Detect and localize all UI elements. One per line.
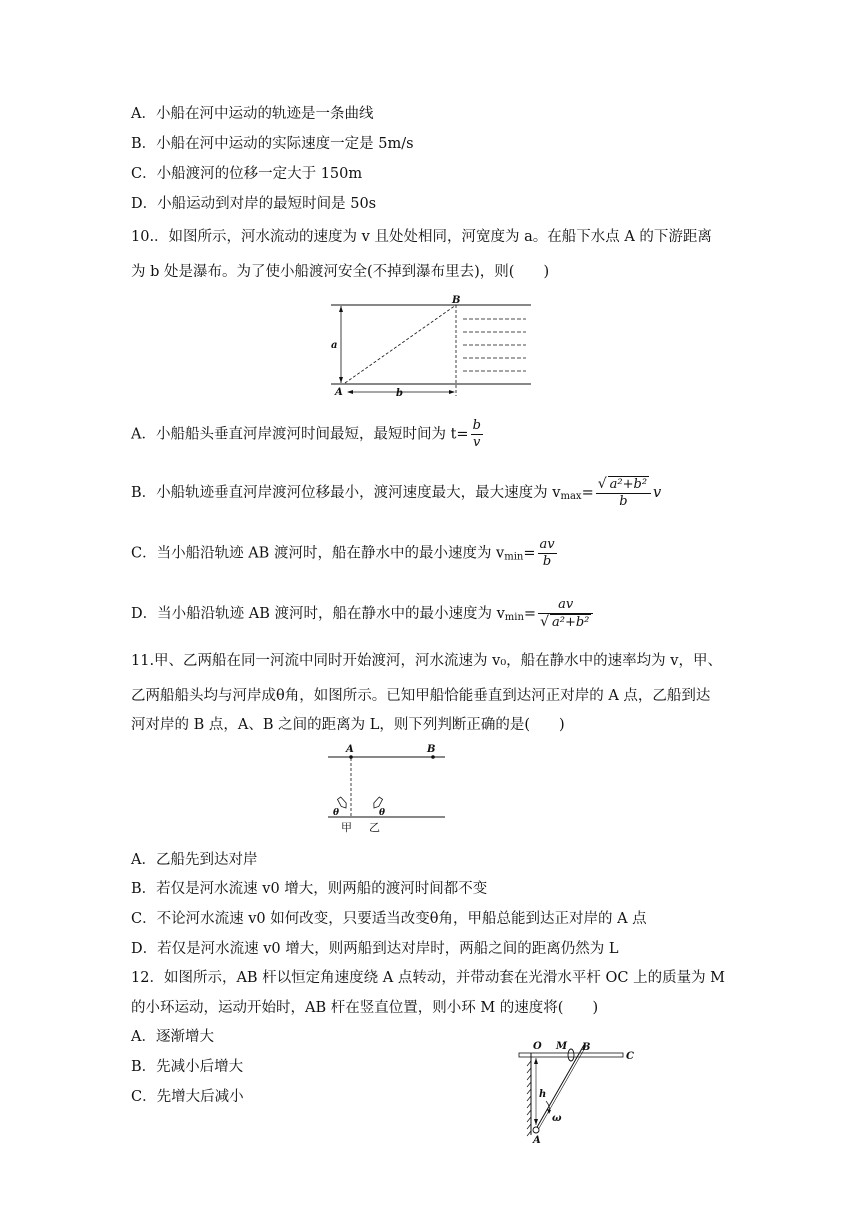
q10-option-d-fraction [538, 597, 593, 631]
q11-stem-line2: 乙两船船头均与河岸成θ角，如图所示。已知甲船恰能垂直到达河正对岸的 A 点，乙船到达 [131, 688, 711, 704]
q12-rod-figure [515, 1035, 640, 1147]
q10-option-b-equals: = [581, 485, 594, 501]
q9-option-b: B．小船在河中运动的实际速度一定是 5m/s [131, 136, 414, 152]
q10-option-a-denominator: v [473, 435, 481, 450]
sqrt-icon: √ [597, 476, 607, 492]
q11-river-figure [325, 742, 450, 834]
q10-option-d-radicand: a²+b² [551, 615, 590, 630]
q11-option-d: D．若仅是河水流速 v0 增大，则两船到达对岸时，两船之间的距离仍然为 L [131, 941, 619, 957]
q11-option-c: C．不论河水流速 v0 如何改变，只要适当改变θ角，甲船总能到达正对岸的 A 点 [131, 911, 647, 927]
q10-option-a-numerator: b [472, 418, 481, 433]
q11-fig-label-b: B [427, 744, 436, 755]
q10-fig-label-distance: b [396, 388, 403, 396]
q12-fig-label-a: A [533, 1135, 541, 1146]
q10-option-d-numerator: av [538, 597, 593, 614]
q10-option-a [131, 418, 485, 451]
q11-stem-line1: 11.甲、乙两船在同一河流中同时开始渡河，河水流速为 v₀，船在静水中的速率均为 v，甲、 [131, 653, 722, 669]
q11-option-a: A．乙船先到达对岸 [131, 852, 258, 868]
q11-fig-label-theta-2: θ [379, 808, 386, 818]
q10-option-c [131, 537, 559, 570]
q10-option-c-fraction [538, 537, 557, 570]
q10-option-d [131, 597, 595, 631]
q12-fig-label-o: O [533, 1041, 542, 1052]
q10-option-d-subscript: min [504, 612, 524, 623]
q10-option-d-equals: = [523, 606, 537, 622]
q10-stem-line2: 为 b 处是瀑布。为了使小船渡河安全(不掉到瀑布里去)，则( ) [131, 264, 550, 280]
q12-stem-line2: 的小环运动，运动开始时，AB 杆在竖直位置，则小环 M 的速度将( ) [131, 1000, 599, 1016]
q10-stem-line1: 10.．如图所示，河水流动的速度为 v 且处处相同，河宽度为 a。在船下水点 A 的下游距离 [131, 229, 712, 245]
q9-option-a: A．小船在河中运动的轨迹是一条曲线 [131, 106, 374, 122]
q12-option-a: A．逐渐增大 [131, 1029, 214, 1045]
q10-option-b-fraction [596, 476, 651, 510]
q10-option-c-text: C．当小船沿轨迹 AB 渡河时，船在静水中的最小速度为 v [131, 545, 505, 562]
sqrt-icon: √ [540, 614, 549, 630]
q10-option-d-denominator [538, 614, 593, 631]
q12-fig-label-h: h [539, 1089, 547, 1100]
q11-fig-label-a: A [346, 744, 354, 755]
q9-option-c: C．小船渡河的位移一定大于 150m [131, 166, 363, 182]
q11-stem-line3: 河对岸的 B 点，A、B 之间的距离为 L，则下列判断正确的是( ) [131, 717, 565, 733]
q11-option-b: B．若仅是河水流速 v0 增大，则两船的渡河时间都不变 [131, 881, 488, 897]
q10-option-b-text: B．小船轨迹垂直河岸渡河位移最小，渡河速度最大，最大速度为 v [131, 485, 561, 501]
q11-fig-label-yi: 乙 [369, 821, 380, 834]
q10-river-figure [326, 292, 536, 396]
q10-option-c-subscript: min [504, 551, 524, 563]
q10-option-b-numerator [596, 476, 651, 494]
q11-fig-label-theta-1: θ [333, 808, 340, 818]
q10-fig-label-width: a [331, 340, 338, 351]
q10-option-b [131, 476, 661, 510]
q9-option-d: D．小船运动到对岸的最短时间是 50s [131, 196, 377, 212]
q10-option-c-numerator: av [539, 537, 555, 552]
q12-fig-label-b: B [582, 1042, 591, 1053]
q10-option-a-text: A．小船船头垂直河岸渡河时间最短，最短时间为 t= [131, 426, 469, 443]
q12-option-b: B．先减小后增大 [131, 1059, 244, 1075]
q12-stem-line1: 12．如图所示，AB 杆以恒定角速度绕 A 点转动，并带动套在光滑水平杆 OC 上的质量为 M [131, 970, 726, 986]
q10-option-a-fraction [471, 418, 483, 451]
q10-option-b-denominator: b [619, 494, 628, 509]
q10-option-b-subscript: max [560, 491, 582, 502]
q10-option-b-radicand: a²+b² [609, 477, 648, 492]
q12-option-c: C．先增大后减小 [131, 1089, 244, 1105]
q10-option-c-denominator: b [542, 554, 552, 569]
q10-option-b-tail: v [653, 485, 662, 501]
q11-fig-label-jia: 甲 [341, 821, 352, 834]
q10-fig-label-b: B [452, 295, 461, 306]
q12-fig-label-m: M [556, 1041, 568, 1052]
q12-fig-label-c: C [626, 1051, 634, 1062]
q10-option-d-text: D．当小船沿轨迹 AB 渡河时，船在静水中的最小速度为 v [131, 606, 505, 622]
q10-option-c-equals: = [523, 545, 536, 562]
q12-fig-label-omega: ω [552, 1113, 562, 1124]
q10-fig-label-a-point: A [335, 387, 343, 396]
